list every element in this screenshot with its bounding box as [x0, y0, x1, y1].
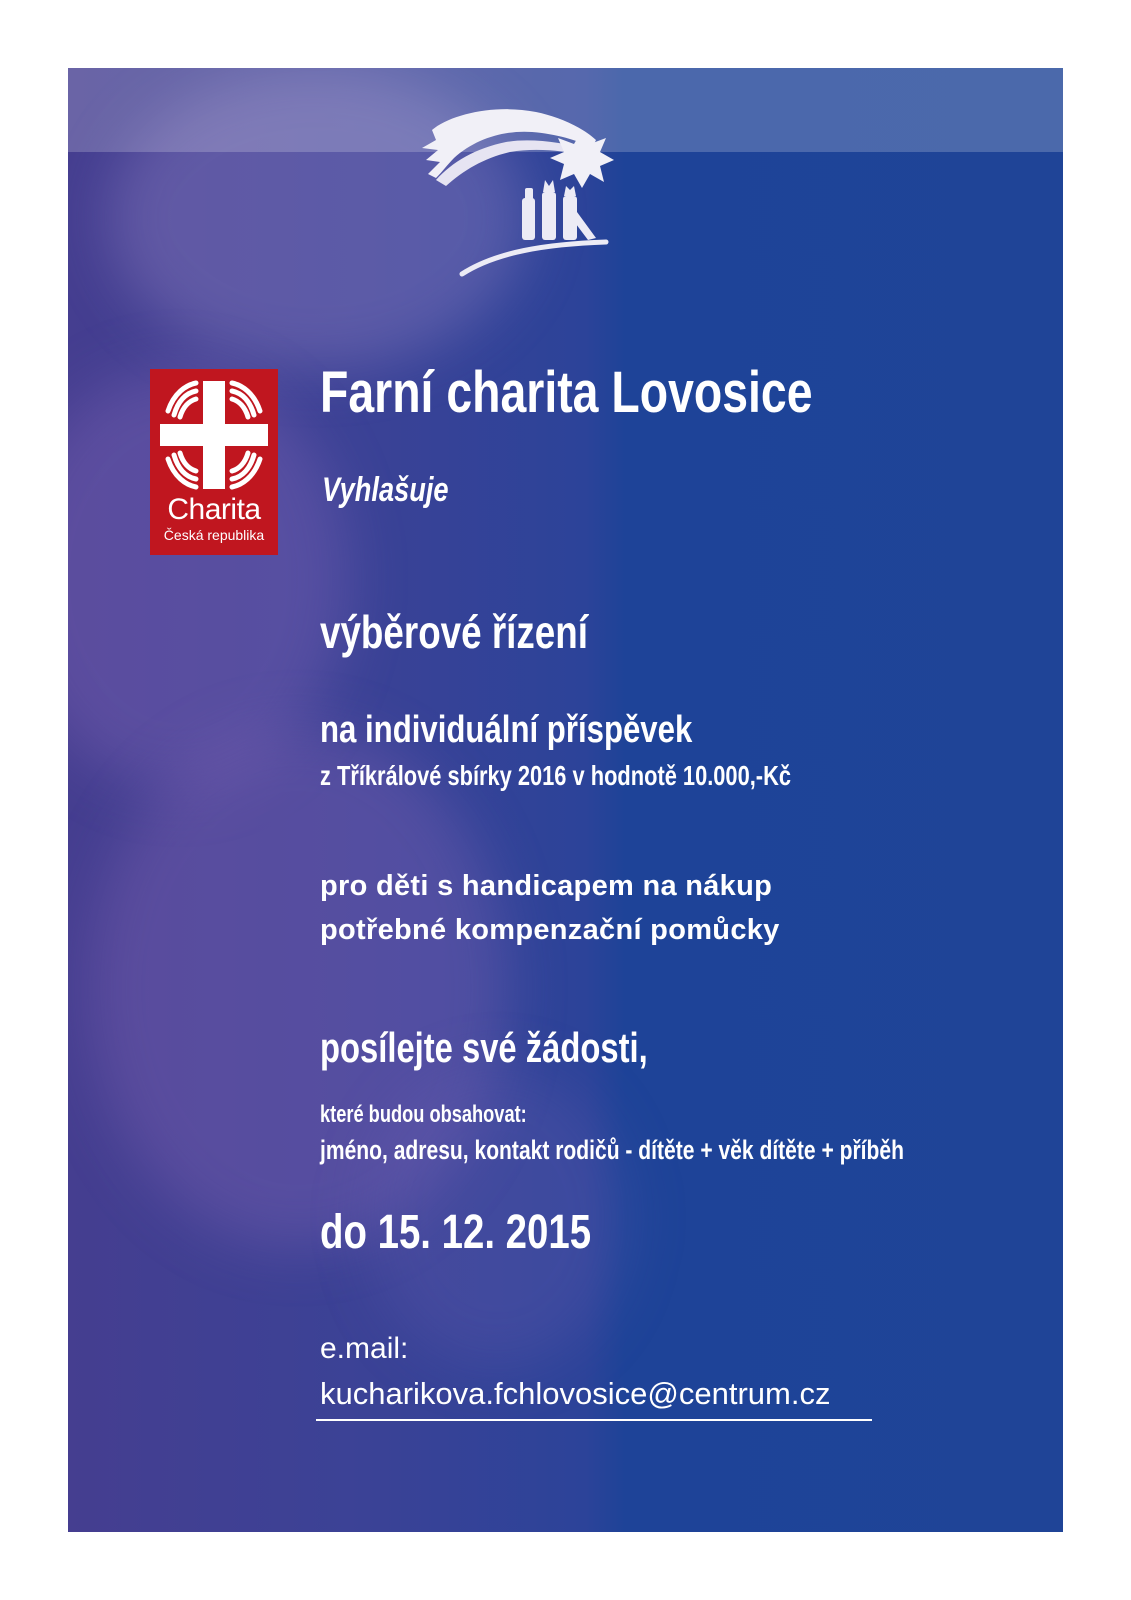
- poster: [68, 68, 1063, 1532]
- email-link[interactable]: kucharikova.fchlovosice@centrum.cz: [320, 1376, 831, 1411]
- organization-title: Farní charita Lovosice: [320, 360, 813, 425]
- announces-label: Vyhlašuje: [322, 471, 449, 509]
- requirements-label: které budou obsahovat:: [320, 1101, 527, 1128]
- purpose-line: potřebné kompenzační pomůcky: [320, 914, 780, 946]
- charita-logo: [150, 369, 278, 555]
- send-requests-heading: posílejte své žádosti,: [320, 1024, 648, 1071]
- email-underline: [316, 1419, 872, 1421]
- email-label: e.mail:: [320, 1332, 409, 1365]
- logo-subtitle: Česká republika: [163, 527, 265, 543]
- contribution-heading: na individuální příspěvek: [320, 709, 693, 751]
- selection-procedure-heading: výběrové řízení: [320, 606, 588, 658]
- requirements-list: jméno, adresu, kontakt rodičů - dítěte + věk dítěte + příběh: [320, 1135, 904, 1165]
- logo-name: Charita: [167, 493, 261, 526]
- purpose-line: pro děti s handicapem na nákup: [320, 870, 773, 902]
- comet-star-three-kings-icon: [356, 52, 626, 284]
- deadline: do 15. 12. 2015: [320, 1206, 592, 1259]
- charita-cross-icon: [154, 375, 274, 495]
- contribution-source: z Tříkrálové sbírky 2016 v hodnotě 10.000,-Kč: [320, 760, 791, 791]
